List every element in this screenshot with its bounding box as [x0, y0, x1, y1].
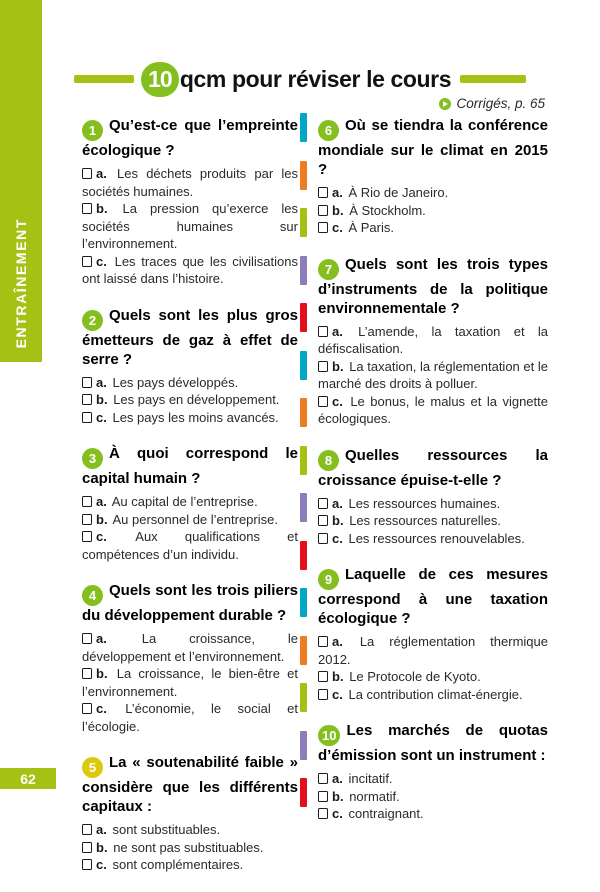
divider-dash [300, 113, 307, 142]
question-title [318, 116, 548, 179]
option-letter: b. [96, 511, 108, 527]
option-letter: b. [96, 201, 108, 216]
option-letter: b. [332, 669, 344, 684]
option-letter: a. [332, 771, 343, 786]
option-text: Aux qualifications et compétences d’un individu. [82, 529, 298, 562]
option-letter: a. [96, 166, 107, 181]
option-text: Au capital de l’entreprise. [111, 494, 258, 509]
header [0, 58, 600, 100]
question-title-text: Laquelle de ces mesures correspond à une taxation écologique ? [318, 566, 548, 627]
question-title [82, 116, 298, 160]
question-3 [82, 444, 298, 563]
question-number-badge: 8 [318, 450, 339, 471]
option-letter: a. [96, 631, 107, 646]
option-letter: a. [96, 374, 107, 390]
option-text: L’amende, la taxation et la défiscalisation. [318, 323, 548, 356]
checkbox-icon[interactable] [318, 671, 328, 682]
question-number-badge: 6 [318, 120, 339, 141]
option-text: La contribution climat-énergie. [348, 686, 523, 702]
checkbox-icon[interactable] [318, 689, 328, 700]
question-6 [318, 116, 548, 237]
question-1 [82, 116, 298, 288]
question-option [318, 358, 548, 393]
divider-dash [300, 398, 307, 427]
option-text: Les pays les moins avancés. [112, 409, 279, 425]
option-letter: b. [96, 666, 108, 681]
option-letter: c. [96, 409, 107, 425]
question-option [82, 511, 298, 529]
question-option [82, 493, 298, 511]
question-option [82, 630, 298, 665]
option-text: La pression qu’exerce les sociétés humaines sur l’environnement. [82, 201, 298, 251]
question-option [318, 770, 548, 788]
checkbox-icon[interactable] [318, 515, 328, 526]
option-letter: a. [96, 494, 107, 509]
question-option [318, 530, 548, 548]
divider-dash [300, 541, 307, 570]
question-option [318, 686, 548, 704]
option-text: Les ressources naturelles. [349, 513, 501, 528]
divider-dash [300, 446, 307, 475]
option-text: Les pays développés. [112, 374, 239, 390]
checkbox-icon[interactable] [82, 203, 92, 214]
question-option [318, 668, 548, 686]
question-option [318, 633, 548, 668]
question-title [318, 446, 548, 490]
option-letter: a. [332, 185, 343, 200]
option-letter: a. [332, 323, 343, 339]
question-option [318, 512, 548, 530]
checkbox-icon[interactable] [318, 808, 328, 819]
checkbox-icon[interactable] [82, 168, 92, 179]
divider-dash [300, 208, 307, 237]
play-circle-icon [439, 98, 451, 110]
checkbox-icon[interactable] [318, 498, 328, 509]
question-10 [318, 721, 548, 823]
qcm-main [82, 116, 548, 872]
question-option [82, 391, 298, 409]
question-9 [318, 565, 548, 703]
question-8 [318, 446, 548, 548]
checkbox-icon[interactable] [318, 326, 328, 337]
question-number-badge: 1 [82, 120, 103, 141]
question-title [82, 444, 298, 488]
question-title [318, 255, 548, 318]
divider-dash [300, 683, 307, 712]
question-title [82, 306, 298, 369]
corriges-link[interactable] [439, 96, 545, 111]
question-title [82, 753, 298, 816]
checkbox-icon[interactable] [82, 496, 92, 507]
option-text: Au personnel de l’entreprise. [112, 511, 278, 527]
option-text: À Paris. [348, 220, 394, 235]
question-number-badge: 4 [82, 585, 103, 606]
page-number-badge [0, 768, 56, 789]
option-letter: b. [332, 788, 344, 804]
option-text: L’économie, le social et l’écologie. [82, 701, 298, 734]
checkbox-icon[interactable] [82, 412, 92, 423]
question-option [82, 253, 298, 288]
option-text: La taxation, la réglementation et le marché des droits à polluer. [318, 358, 548, 391]
option-text: À Stockholm. [349, 202, 426, 218]
option-text: Les déchets produits par les sociétés humaines. [82, 166, 298, 199]
option-text: Les traces que les civilisations ont laissé dans l’histoire. [82, 253, 298, 286]
checkbox-icon[interactable] [82, 842, 92, 853]
question-title [82, 581, 298, 625]
column-divider [300, 116, 308, 816]
option-letter: c. [96, 529, 107, 544]
option-letter: b. [96, 839, 108, 855]
question-option [82, 528, 298, 563]
question-option [318, 219, 548, 237]
question-title-text: Quels sont les plus gros émetteurs de gaz à effet de serre ? [82, 306, 298, 368]
question-number-badge: 2 [82, 310, 103, 331]
question-number-badge: 7 [318, 259, 339, 280]
checkbox-icon[interactable] [318, 187, 328, 198]
question-option [318, 788, 548, 806]
question-option [82, 700, 298, 735]
checkbox-icon[interactable] [82, 394, 92, 405]
option-letter: c. [96, 701, 107, 716]
divider-dash [300, 588, 307, 617]
question-title-text: Quels sont les trois types d’instruments de la politique environnementale ? [318, 255, 548, 317]
question-title [318, 565, 548, 628]
checkbox-icon[interactable] [318, 396, 328, 407]
question-5 [82, 753, 298, 874]
page-title: qcm pour réviser le cours [179, 65, 452, 92]
option-text: Les ressources humaines. [348, 495, 501, 511]
qcm-count-badge: 10 [141, 62, 179, 97]
question-2 [82, 306, 298, 427]
question-option [82, 374, 298, 392]
checkbox-icon[interactable] [318, 636, 328, 647]
question-option [318, 184, 548, 202]
option-letter: b. [96, 392, 108, 407]
checkbox-icon[interactable] [82, 377, 92, 388]
question-title-text: Où se tiendra la conférence mondiale sur le climat en 2015 ? [318, 117, 548, 178]
option-text: Le bonus, le malus et la vignette écologiques. [318, 393, 548, 426]
option-letter: c. [332, 220, 343, 235]
option-text: La croissance, le développement et l’environnement. [82, 631, 298, 664]
checkbox-icon[interactable] [82, 703, 92, 714]
option-text: contraignant. [348, 806, 424, 821]
question-option [82, 200, 298, 253]
option-letter: c. [96, 253, 107, 269]
question-title [318, 721, 548, 765]
option-text: Le Protocole de Kyoto. [349, 669, 481, 684]
option-text: À Rio de Janeiro. [348, 185, 449, 200]
checkbox-icon[interactable] [82, 633, 92, 644]
header-rule-right [460, 75, 526, 83]
question-option [318, 805, 548, 823]
checkbox-icon[interactable] [82, 668, 92, 679]
option-text: Les pays en développement. [113, 392, 280, 407]
question-option [82, 856, 298, 874]
checkbox-icon[interactable] [318, 791, 328, 802]
question-4 [82, 581, 298, 735]
option-letter: c. [332, 806, 343, 821]
question-number-badge: 10 [318, 725, 340, 746]
option-letter: c. [332, 393, 343, 409]
question-number-badge: 9 [318, 569, 339, 590]
checkbox-icon[interactable] [318, 773, 328, 784]
divider-dash [300, 256, 307, 285]
option-text: Les ressources renouvelables. [348, 530, 525, 546]
question-number-badge: 5 [82, 757, 103, 778]
checkbox-icon[interactable] [318, 533, 328, 544]
checkbox-icon[interactable] [82, 514, 92, 525]
option-letter: a. [332, 495, 343, 511]
divider-dash [300, 731, 307, 760]
qcm-column-right [318, 116, 548, 841]
checkbox-icon[interactable] [318, 361, 328, 372]
question-title-text: Qu’est-ce que l’empreinte écologique ? [82, 117, 298, 159]
option-letter: c. [96, 857, 107, 872]
divider-dash [300, 303, 307, 332]
option-letter: b. [332, 202, 344, 218]
option-letter: a. [332, 634, 343, 649]
option-letter: c. [332, 530, 343, 546]
option-text: sont complémentaires. [112, 857, 244, 872]
question-number-badge: 3 [82, 448, 103, 469]
option-letter: a. [96, 822, 107, 837]
divider-dash [300, 493, 307, 522]
option-text: La réglementation thermique 2012. [318, 634, 548, 667]
header-rule-left [74, 75, 134, 83]
question-title-text: Quels sont les trois piliers du développement durable ? [82, 582, 298, 624]
question-7 [318, 255, 548, 428]
option-text: sont substituables. [112, 822, 221, 837]
sidebar-label: ENTRAÎNEMENT [13, 217, 29, 348]
question-option [82, 839, 298, 857]
divider-dash [300, 351, 307, 380]
checkbox-icon[interactable] [318, 222, 328, 233]
option-letter: b. [332, 513, 344, 528]
checkbox-icon[interactable] [82, 256, 92, 267]
question-option [318, 495, 548, 513]
option-letter: b. [332, 358, 344, 374]
divider-dash [300, 636, 307, 665]
question-option [82, 665, 298, 700]
page-number: 62 [20, 770, 36, 787]
question-title-text: La « soutenabilité faible » considère que les différents capitaux : [82, 754, 298, 815]
option-text: normatif. [349, 788, 400, 804]
option-letter: c. [332, 686, 343, 702]
question-option [318, 393, 548, 428]
question-option [82, 165, 298, 200]
divider-dash [300, 778, 307, 807]
checkbox-icon[interactable] [82, 531, 92, 542]
option-text: incitatif. [348, 771, 393, 786]
corriges-label: Corrigés, p. 65 [456, 96, 545, 111]
checkbox-icon[interactable] [318, 205, 328, 216]
question-title-text: Quelles ressources la croissance épuise-t-elle ? [318, 446, 548, 489]
question-title-text: Les marchés de quotas d’émission sont un instrument : [318, 722, 548, 764]
option-text: La croissance, le bien-être et l’environnement. [82, 666, 298, 699]
question-option [318, 323, 548, 358]
checkbox-icon[interactable] [82, 859, 92, 870]
question-title-text: À quoi correspond le capital humain ? [82, 445, 298, 487]
question-option [318, 202, 548, 220]
qcm-column-left [82, 116, 298, 892]
divider-dash [300, 161, 307, 190]
sidebar-entrainement [0, 0, 42, 362]
option-text: ne sont pas substituables. [113, 839, 264, 855]
question-option [82, 409, 298, 427]
